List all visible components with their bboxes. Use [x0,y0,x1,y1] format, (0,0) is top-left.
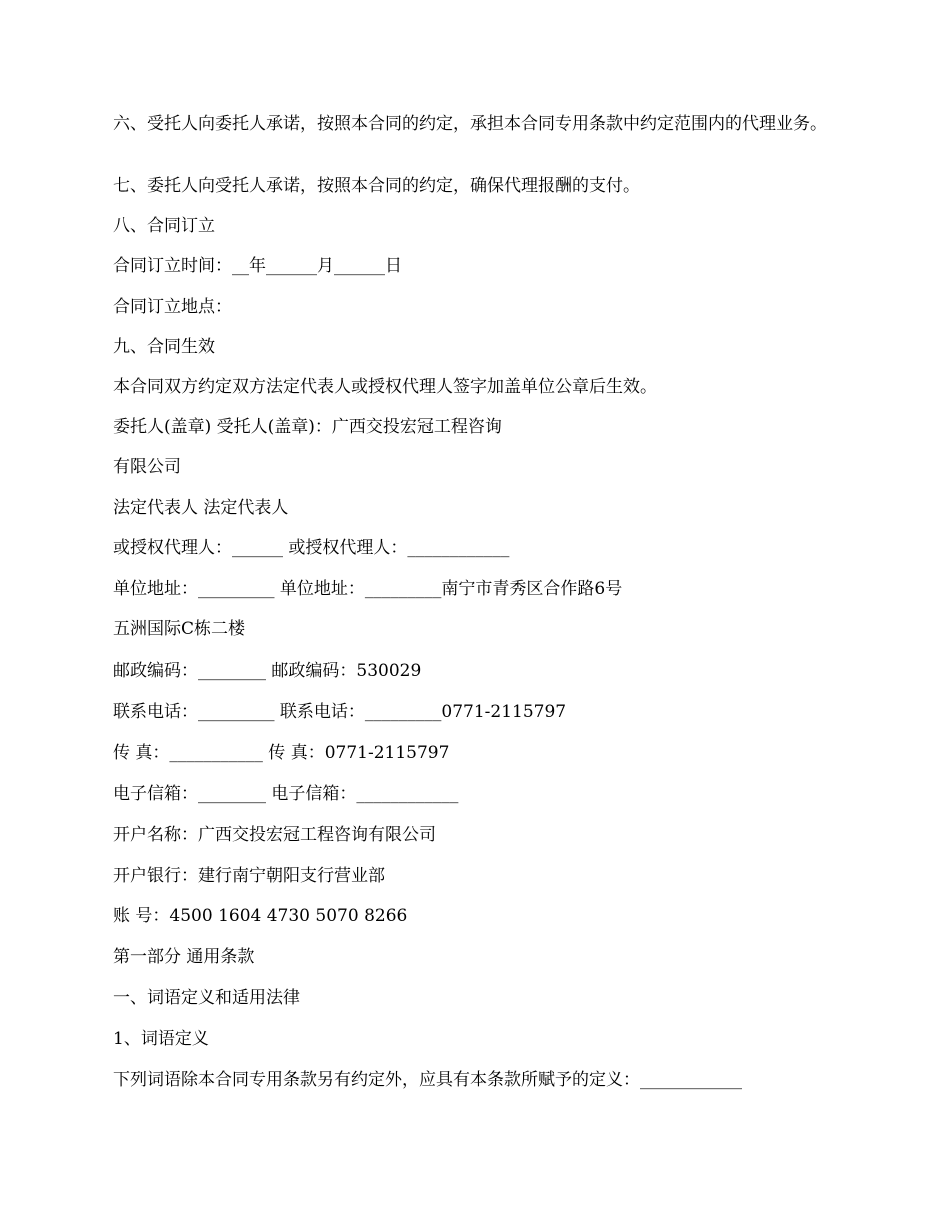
definitions-intro-paragraph: 下列词语除本合同专用条款另有约定外，应具有本条款所赋予的定义：____________ [113,1070,742,1090]
clause-6-paragraph: 六、受托人向委托人承诺，按照本合同的约定，承担本合同专用条款中约定范围内的代理业务。 [113,114,827,134]
signing-date-line: 合同订立时间：__年______月______日 [113,256,402,276]
section-heading-contract-signing: 八、合同订立 [113,216,215,236]
authorized-agent-line: 或授权代理人：______ 或授权代理人：____________ [113,538,510,558]
clause-7-paragraph: 七、委托人向受托人承诺，按照本合同的约定，确保代理报酬的支付。 [113,176,640,196]
bank-line: 开户银行：建行南宁朝阳支行营业部 [113,866,385,886]
email-line: 电子信箱：________ 电子信箱：____________ [113,784,459,804]
fax-line: 传 真：___________ 传 真：0771-2115797 [113,743,450,763]
definitions-law-heading: 一、词语定义和适用法律 [113,988,300,1008]
account-name-line: 开户名称：广西交投宏冠工程咨询有限公司 [113,825,436,845]
legal-representative-line: 法定代表人 法定代表人 [113,498,289,518]
part-one-heading: 第一部分 通用条款 [113,947,255,967]
section-heading-contract-effect: 九、合同生效 [113,337,215,357]
company-name-continuation: 有限公司 [113,457,181,477]
signing-place-line: 合同订立地点： [113,297,232,317]
parties-seal-line: 委托人(盖章) 受托人(盖章)：广西交投宏冠工程咨询 [113,417,502,437]
address-continuation: 五洲国际C栋二楼 [113,619,246,639]
effect-clause-paragraph: 本合同双方约定双方法定代表人或授权代理人签字加盖单位公章后生效。 [113,377,657,397]
address-line: 单位地址：_________ 单位地址：_________南宁市青秀区合作路6号 [113,579,623,599]
definitions-subheading: 1、词语定义 [113,1029,209,1049]
phone-line: 联系电话：_________ 联系电话：_________0771-2115797 [113,702,567,722]
postal-code-line: 邮政编码：________ 邮政编码：530029 [113,661,422,681]
account-number-line: 账 号：4500 1604 4730 5070 8266 [113,906,408,926]
